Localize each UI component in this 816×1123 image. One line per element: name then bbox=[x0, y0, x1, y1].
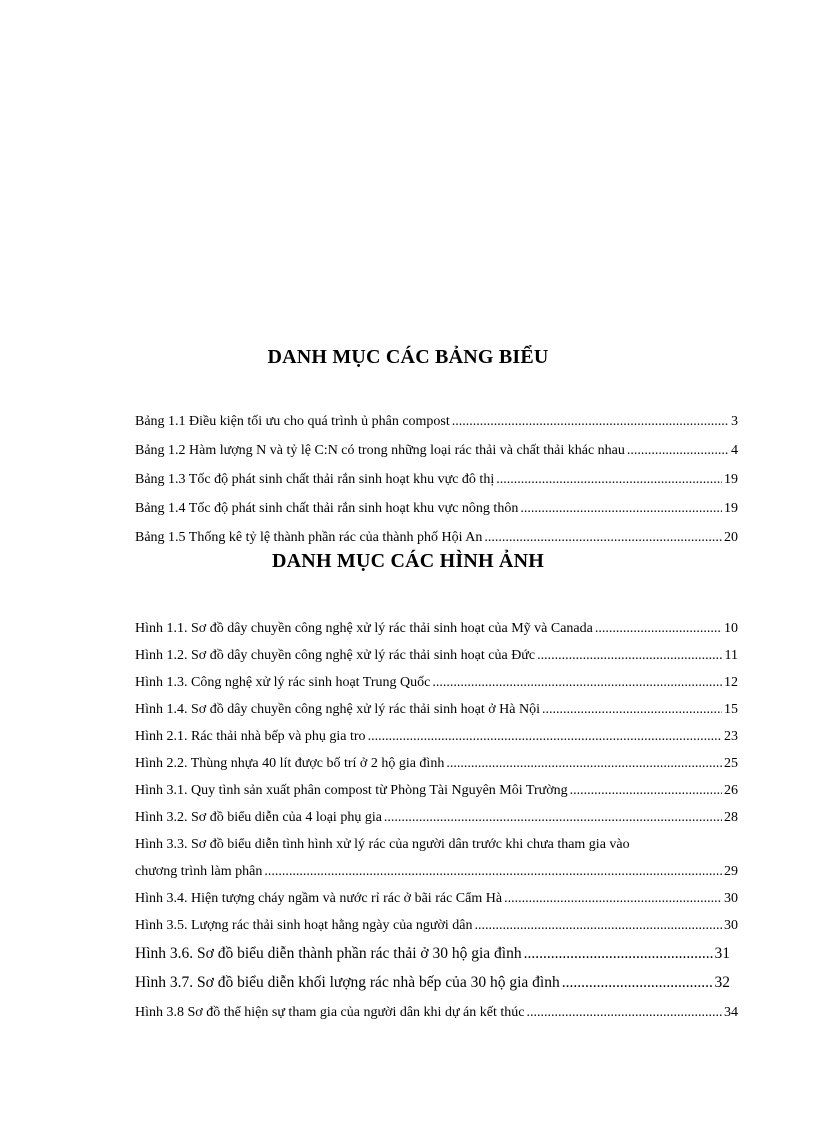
figure-entry[interactable]: Hình 1.3. Công nghệ xử lý rác sinh hoạt Trung Quốc ..... 12 bbox=[135, 670, 738, 692]
figure-entry[interactable]: Hình 3.7. Sơ đồ biểu diễn khối lượng rác nhà bếp của 30 hộ gia đình ..... 32 bbox=[135, 970, 738, 992]
table-entry[interactable]: Bảng 1.3 Tốc độ phát sinh chất thải rắn sinh hoạt khu vực đô thị ..... 19 bbox=[135, 467, 738, 489]
figure-entry[interactable]: Hình 1.2. Sơ đồ dây chuyền công nghệ xử lý rác thải sinh hoạt của Đức ..... 11 bbox=[135, 643, 738, 665]
figure-entry[interactable]: Hình 1.1. Sơ đồ dây chuyền công nghệ xử lý rác thải sinh hoạt của Mỹ và Canada ..... 10 bbox=[135, 616, 738, 638]
figure-entry[interactable]: Hình 3.5. Lượng rác thải sinh hoạt hằng ngày của người dân ..... 30 bbox=[135, 913, 738, 935]
figure-entry[interactable]: Hình 3.2. Sơ đồ biểu diễn của 4 loại phụ gia ..... 28 bbox=[135, 805, 738, 827]
table-entry[interactable]: Bảng 1.1 Điều kiện tối ưu cho quá trình ủ phân compost ..... 3 bbox=[135, 409, 738, 431]
tables-list-heading: DANH MỤC CÁC BẢNG BIỂU bbox=[267, 346, 549, 368]
figure-entry[interactable]: Hình 3.1. Quy tình sản xuất phân compost từ Phòng Tài Nguyên Môi Trường ..... 26 bbox=[135, 778, 738, 800]
figure-entry[interactable]: Hình 3.6. Sơ đồ biểu diễn thành phần rác thải ở 30 hộ gia đình ..... 31 bbox=[135, 941, 738, 963]
figure-entry-continuation[interactable]: chương trình làm phân ..... 29 bbox=[135, 859, 738, 881]
figures-list-heading: DANH MỤC CÁC HÌNH ẢNH bbox=[272, 550, 544, 572]
figure-entry[interactable]: Hình 3.4. Hiện tượng cháy ngầm và nước rỉ rác ở bãi rác Cẩm Hà ..... 30 bbox=[135, 886, 738, 908]
figure-entry[interactable]: Hình 3.8 Sơ đồ thể hiện sự tham gia của người dân khi dự án kết thúc ..... 34 bbox=[135, 1000, 738, 1022]
table-entry[interactable]: Bảng 1.2 Hàm lượng N và tỷ lệ C:N có trong những loại rác thải và chất thải khác nhau ..... 4 bbox=[135, 438, 738, 460]
table-entry[interactable]: Bảng 1.4 Tốc độ phát sinh chất thải rắn sinh hoạt khu vực nông thôn ..... 19 bbox=[135, 496, 738, 518]
table-entry[interactable]: Bảng 1.5 Thống kê tỷ lệ thành phần rác của thành phố Hội An ..... 20 bbox=[135, 525, 738, 547]
figure-entry[interactable]: Hình 2.1. Rác thải nhà bếp và phụ gia tro ..... 23 bbox=[135, 724, 738, 746]
figure-entry[interactable]: Hình 3.3. Sơ đồ biểu diễn tình hình xử lý rác của người dân trước khi chưa tham gia vào bbox=[135, 837, 630, 852]
figure-entry[interactable]: Hình 1.4. Sơ đồ dây chuyền công nghệ xử lý rác thải sinh hoạt ở Hà Nội ..... 15 bbox=[135, 697, 738, 719]
figure-entry[interactable]: Hình 2.2. Thùng nhựa 40 lít được bố trí ở 2 hộ gia đình ..... 25 bbox=[135, 751, 738, 773]
